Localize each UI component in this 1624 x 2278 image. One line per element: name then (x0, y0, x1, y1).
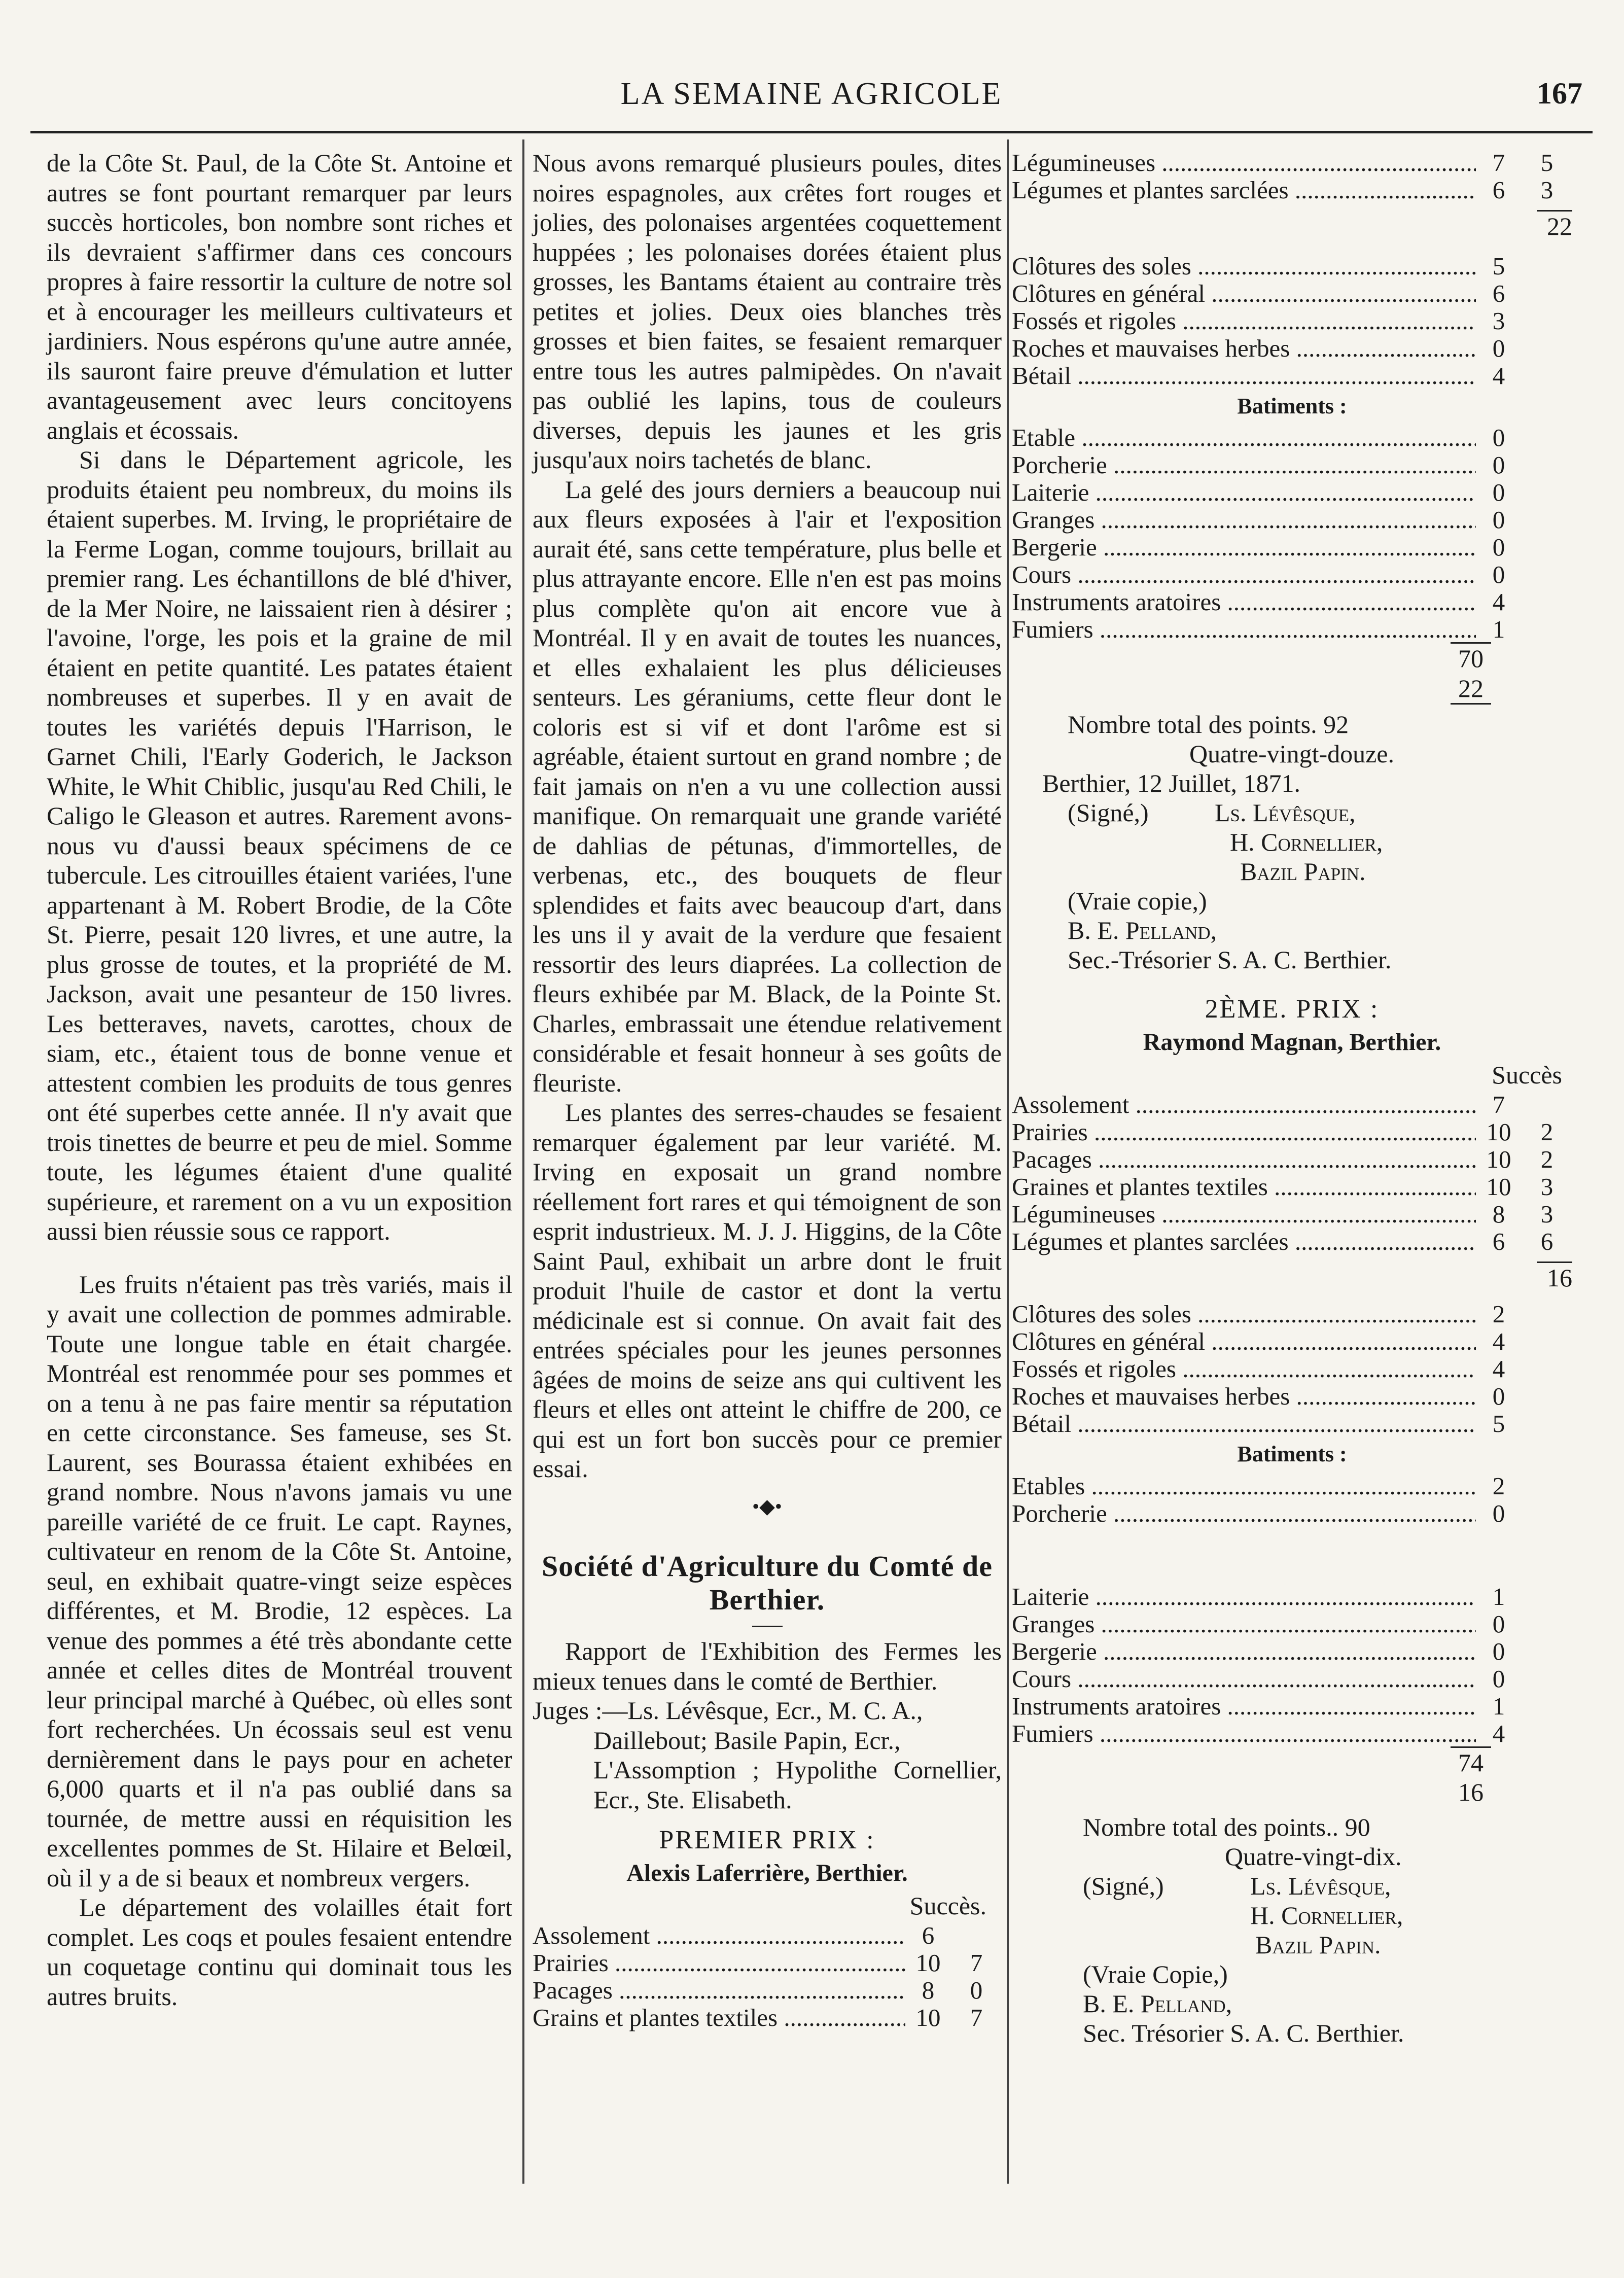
score-label: Etable ..... (1012, 423, 1476, 453)
score-row (533, 1976, 1002, 2003)
score-row (1012, 1409, 1572, 1436)
score-row (1012, 1172, 1572, 1200)
score-label: Etables ..... (1012, 1471, 1476, 1501)
score-row (1012, 478, 1572, 505)
column-1 (47, 148, 512, 2011)
score-value-secondary: 0 (970, 1976, 983, 2004)
score-value: 0 (1492, 560, 1505, 588)
score-table (1012, 252, 1572, 389)
signature-name: H. Cornellier, (1250, 1901, 1403, 1930)
score-label: Fossés et rigoles ..... (1012, 1354, 1476, 1384)
score-row (1012, 1145, 1572, 1172)
score-value: 0 (1492, 478, 1505, 506)
secretary-line: Sec.-Trésorier S. A. C. Berthier. (1068, 945, 1392, 974)
paragraph: Les plantes des serres-chaudes se fesaient remarquer également par leur variété. M. Irving en exposait un grand nombre réellement fort rares et qui témoignent de son esprit industrieux. M. J. J. Higgins, de la Côte Saint Paul, exhibait un arbre dont le fruit produit l'huile de castor et dont la vertu médicinale est si connue. On avait fait des entrées spéciales pour les jeunes personnes âgées de moins de seize ans qui cultivent les fleurs et elles ont atteint le chiffre de 200, ce qui est un fort bon succès pour ce premier essai. (533, 1098, 1002, 1483)
score-label: Porcherie ..... (1012, 1499, 1476, 1529)
signed-label: (Signé,) (1083, 1871, 1164, 1900)
total-value: 70 (1458, 644, 1484, 673)
score-label: Clôtures en général ..... (1012, 1327, 1476, 1357)
score-label: Bergerie ..... (1012, 533, 1476, 563)
score-value: 1 (1492, 1692, 1505, 1720)
signature-name: B. E. Pelland, (1083, 1989, 1232, 2018)
score-label: Clôtures des soles ..... (1012, 1300, 1476, 1329)
score-value: 0 (1492, 533, 1505, 561)
score-label: Instruments aratoires ..... (1012, 1692, 1476, 1722)
header-rule (30, 131, 1593, 133)
score-label: Roches et mauvaises herbes ..... (1012, 334, 1476, 364)
score-row (1012, 176, 1572, 203)
score-row (1012, 533, 1572, 560)
score-value: 0 (1492, 1499, 1505, 1527)
score-row (1012, 1637, 1572, 1664)
score-row (1012, 252, 1572, 279)
total-value: 22 (1458, 674, 1484, 703)
score-label: Pacages ..... (1012, 1145, 1476, 1175)
score-value: 5 (1492, 1410, 1505, 1438)
paragraph: Nous avons remarqué plusieurs poules, dites noires espagnoles, aux crêtes fort rouges et jolies, des polonaises argentées coquettement huppées ; les polonaises dorées étaient plus grosses, les Bantams étaient au contraire très petites et jolies. Deux oies blanches très grosses et bien faites, se fesaient remarquer entre tous les autres palmipèdes. On n'avait pas oublié les lapins, tous de couleurs diverses, depuis les jaunes et les gris jusqu'aux noirs tachetés de blanc. (533, 149, 1002, 474)
score-row (1012, 505, 1572, 533)
first-prize-heading: PREMIER PRIX : (659, 1826, 875, 1854)
paragraph: La gelé des jours derniers a beaucoup nui aux fleurs exposées à l'air et l'exposition aurait été, sans cette température, plus belle et plus attrayante encore. Elle n'en est pas moins plus complète qu'on ait encore vue à Montréal. Il y en avait de toutes les nuances, et elles exhalaient les plus délicieuses senteurs. Les géraniums, cette fleur dont le coloris est si vif et dont l'arôme est si agréable, étaient surtout en grand nombre ; de fait jamais on n'en a vu une collection aussi manifique. On remarquait une grande variété de dahlias de pétunas, d'immortelles, de verbenas, etc., des bouquets de fleur splendides et faits avec beaucoup d'art, dans les uns il y avait de la verdure que fesaient ressortir des leurs diaprées. La collection de fleurs exhibée par M. Black, de la Pointe St. Charles, embrassait une étendue relativement considérable et fesait honneur à ses goûts de fleuriste. (533, 475, 1002, 1097)
totals (1435, 1746, 1506, 1807)
score-row (1012, 450, 1572, 478)
score-row (1012, 1327, 1572, 1354)
score-value: 4 (1492, 588, 1505, 616)
score-value: 0 (1492, 1382, 1505, 1410)
score-value: 0 (1492, 1664, 1505, 1693)
score-row (1012, 1664, 1572, 1692)
score-label: Légumes et plantes sarclées ..... (1012, 1227, 1476, 1257)
score-label: Roches et mauvaises herbes ..... (1012, 1382, 1476, 1412)
score-value: 8 (922, 1976, 935, 2004)
score-row (1012, 334, 1572, 361)
score-table (1012, 1300, 1572, 1436)
journal-title: LA SEMAINE AGRICOLE (620, 77, 1003, 111)
score-table (1012, 423, 1572, 642)
copy-label: (Vraie copie,) (1068, 887, 1207, 915)
score-table (1012, 1090, 1572, 1254)
score-value: 10 (1486, 1145, 1511, 1173)
copy-label: (Vraie Copie,) (1083, 1959, 1228, 1988)
score-label: Légumes et plantes sarclées ..... (1012, 176, 1476, 205)
score-value: 4 (1492, 361, 1505, 390)
ornament-separator: •◆• (752, 1494, 782, 1518)
score-label: Graines et plantes textiles ..... (1012, 1172, 1476, 1202)
paragraph: Le département des volailles était fort complet. Les coqs et poules fesaient entendre un coquetage continu qui dominait tous les autres bruits. (47, 1893, 512, 2011)
score-row (1012, 560, 1572, 587)
score-row (1012, 1200, 1572, 1227)
score-value: 2 (1492, 1300, 1505, 1328)
signature-name: Bazil Papin. (1240, 857, 1366, 886)
score-row (1012, 1609, 1572, 1637)
score-value-secondary: 3 (1540, 1200, 1554, 1228)
score-value-secondary: 5 (1540, 149, 1554, 177)
score-value: 7 (1492, 1090, 1505, 1118)
paragraph: Si dans le Département agricole, les produits étaient peu nombreux, du moins ils étaient superbes. M. Irving, le propriétaire de la Ferme Logan, comme toujours, brillait au premier rang. Les échantillons de blé d'hiver, de la Mer Noire, ne laissaient rien à désirer ; l'avoine, l'orge, les pois et la graine de mil étaient en petite quantité. Les patates étaient nombreuses et superbes. Il y en avait de toutes les variétés depuis l'Harrison, le Garnet Chili, l'Early Goderich, le Jackson White, le Whit Chiblic, jusqu'au Red Chili, le Caligo le Gleason et autres. Rarement avons-nous vu d'aussi beaux spécimens de ce tubercule. Les citrouilles étaient variées, l'une appartenant à M. Robert Brodie, de la Côte St. Pierre, pesait 120 livres, et une autre, la plus grosse de toutes, et la propriété de M. Jackson, avait une pesanteur de 150 livres. Les betteraves, navets, carottes, choux de siam, etc., étaient tous de bonne venue et attestent combien les produits de tous genres ont été superbes cette année. Il n'y avait que trois tinettes de beurre et peu de miel. Somme toute, les légumes étaient d'une qualité supérieure, et rarement on a vu un exposition aussi bien réussie sous ce rapport. (47, 445, 512, 1245)
paragraph: de la Côte St. Paul, de la Côte St. Antoine et autres se font pourtant remarquer par leurs succès horticoles, bon nombre sont riches et ils devraient s'affirmer dans ces concours propres à faire ressortir la culture de notre sol et à encourager les meilleurs cultivateurs et jardiniers. Nous espérons qu'une autre année, ils sauront faire preuve d'émulation et lutter avantageusement avec leurs concitoyens anglais et écossais. (47, 149, 512, 444)
score-row (1012, 1382, 1572, 1409)
total-points-label: Nombre total des points.. (1083, 1812, 1339, 1841)
score-row (1012, 1471, 1572, 1499)
score-label: Granges ..... (1012, 1609, 1476, 1639)
score-row (1012, 1300, 1572, 1327)
score-value: 5 (1492, 252, 1505, 280)
score-label: Bétail ..... (1012, 361, 1476, 391)
score-row (533, 2003, 1002, 2030)
score-row (533, 1948, 1002, 1976)
score-value: 4 (1492, 1327, 1505, 1355)
succes-label: Succès. (909, 1891, 986, 1920)
score-value: 0 (1492, 1637, 1505, 1665)
score-label: Porcherie ..... (1012, 450, 1476, 480)
batiments-heading: Batiments : (1237, 393, 1347, 418)
score-label: Bergerie ..... (1012, 1637, 1476, 1667)
signed-label: (Signé,) (1068, 798, 1149, 827)
score-label: Bétail ..... (1012, 1409, 1476, 1439)
score-row (1012, 615, 1572, 642)
score-value: 0 (1492, 451, 1505, 479)
score-value: 0 (1492, 334, 1505, 362)
secretary-line: Sec. Trésorier S. A. C. Berthier. (1083, 2018, 1404, 2047)
score-row (1012, 1354, 1572, 1382)
score-label: Cours ..... (1012, 560, 1476, 590)
total-words: Quatre-vingt-douze. (1189, 740, 1395, 768)
total-value: 16 (1458, 1778, 1484, 1806)
score-table (533, 1921, 1002, 2030)
score-value: 4 (1492, 1719, 1505, 1747)
paragraph: Les fruits n'étaient pas très variés, mais il y avait une collection de pommes admirable. Toute une longue table en était chargée. Montréal est renommée pour ses pommes et on a tenu à ne pas faire mentir sa réputation en cette circonstance. Ses fameuse, ses St. Laurent, ses Bourassa étaient exhibées en grand nombre. Nous n'avons jamais vu une pareille variété de ce fruit. Le capt. Raynes, cultivateur en renom de la Côte St. Antoine, seul, en exhibait quatre-vingt seize espèces différentes, et M. Brodie, 12 espèces. La venue des pommes a été très abondante cette année et celles dites de Montréal trouvent leur principal marché à Québec, où elles sont fort recherchées. Un écossais seul est venu dernièrement dans le pays pour en acheter 6,000 quarts et il n'a pas oublié dans sa tournée, de mettre aussi en réquisition les excellentes pommes de St. Hilaire et Belœil, où il y a de si beaux et nombreux vergers. (47, 1270, 512, 1892)
score-value: 2 (1492, 1471, 1505, 1500)
report-title: Rapport de l'Exhibition des Fermes les mieux tenues dans le comté de Berthier. (533, 1637, 1002, 1695)
score-label: Clôtures des soles ..... (1012, 252, 1476, 282)
score-value-secondary: 6 (1540, 1227, 1554, 1255)
column-2 (533, 148, 1002, 2030)
column-3 (1012, 148, 1572, 2048)
score-label: Légumineuses ..... (1012, 1200, 1476, 1230)
score-label: Granges ..... (1012, 505, 1476, 535)
score-row (1012, 1090, 1572, 1117)
score-row (533, 1921, 1002, 1948)
score-value: 10 (1486, 1172, 1511, 1201)
score-row (1012, 361, 1572, 389)
score-value: 6 (922, 1921, 935, 1949)
society-title: Société d'Agriculture du Comté de Berthier. (542, 1550, 993, 1616)
score-table (1012, 148, 1572, 203)
first-prize-winner: Alexis Laferrière, Berthier. (626, 1859, 908, 1886)
signature-name: H. Cornellier, (1230, 828, 1383, 856)
score-value-secondary: 3 (1540, 1172, 1554, 1201)
score-value: 8 (1492, 1200, 1505, 1228)
score-table (1012, 1582, 1572, 1746)
score-value-secondary: 2 (1540, 1145, 1554, 1173)
total-points-value: 90 (1345, 1812, 1370, 1841)
succes-label: Succès (1492, 1061, 1562, 1089)
score-label: Fossés et rigoles ..... (1012, 306, 1476, 336)
page-number: 167 (1537, 77, 1582, 110)
score-value: 1 (1492, 1582, 1505, 1610)
score-label: Assolement ..... (1012, 1090, 1476, 1120)
subtotal: 22 (1547, 212, 1572, 240)
score-row (1012, 1227, 1572, 1254)
column-rule (1007, 139, 1009, 2184)
date-line: Berthier, 12 Juillet, 1871. (1042, 769, 1301, 797)
score-row (1012, 1582, 1572, 1609)
score-value: 0 (1492, 424, 1505, 451)
score-value: 4 (1492, 1355, 1505, 1383)
score-row (1012, 1117, 1572, 1145)
signature-name: Ls. Lévêsque, (1215, 798, 1356, 827)
totals (1435, 642, 1506, 705)
score-label: Fumiers ..... (1012, 1719, 1476, 1749)
score-value-secondary: 7 (970, 1948, 983, 1977)
score-label: Laiterie ..... (1012, 478, 1476, 508)
score-value: 10 (1486, 1117, 1511, 1146)
score-label: Grains et plantes textiles ..... (533, 2003, 905, 2033)
score-value: 10 (915, 1948, 941, 1977)
score-row (1012, 1719, 1572, 1746)
signature-name: Ls. Lévêsque, (1250, 1871, 1391, 1900)
score-label: Légumineuses ..... (1012, 148, 1476, 178)
signature-name: B. E. Pelland, (1068, 916, 1217, 944)
score-row (1012, 279, 1572, 306)
score-row (1012, 423, 1572, 450)
total-value: 74 (1458, 1748, 1484, 1777)
total-points-value: 92 (1323, 710, 1349, 739)
score-value: 6 (1492, 176, 1505, 204)
score-label: Fumiers ..... (1012, 615, 1476, 645)
score-value: 6 (1492, 279, 1505, 307)
score-label: Prairies ..... (1012, 1117, 1476, 1147)
score-label: Pacages ..... (533, 1976, 905, 2006)
score-value: 3 (1492, 306, 1505, 335)
batiments-heading: Batiments : (1237, 1442, 1347, 1466)
score-row (1012, 587, 1572, 615)
judges-line: Juges :—Ls. Lévêsque, Ecr., M. C. A., (533, 1696, 923, 1725)
score-value-secondary: 3 (1540, 176, 1554, 204)
page-header (30, 76, 1593, 127)
score-table (1012, 1471, 1572, 1526)
score-value: 0 (1492, 506, 1505, 534)
score-label: Instruments aratoires ..... (1012, 587, 1476, 617)
score-label: Clôtures en général ..... (1012, 279, 1476, 309)
score-value: 7 (1492, 149, 1505, 177)
total-words: Quatre-vingt-dix. (1225, 1842, 1402, 1871)
score-label: Cours ..... (1012, 1664, 1476, 1694)
score-row (1012, 148, 1572, 176)
signature-name: Bazil Papin. (1255, 1930, 1381, 1959)
score-label: Prairies ..... (533, 1948, 905, 1978)
column-rule (522, 139, 524, 2184)
score-value: 6 (1492, 1227, 1505, 1255)
judges-line: Daillebout; Basile Papin, Ecr., (593, 1726, 901, 1755)
second-prize-winner: Raymond Magnan, Berthier. (1143, 1028, 1441, 1056)
judges-line: L'Assomption ; Hypolithe Cornellier, Ecr., Ste. Elisabeth. (593, 1756, 1002, 1814)
score-row (1012, 306, 1572, 334)
score-label: Assolement ..... (533, 1921, 905, 1951)
score-value: 0 (1492, 1609, 1505, 1638)
score-label: Laiterie ..... (1012, 1582, 1476, 1612)
subtotal: 16 (1547, 1263, 1572, 1292)
score-row (1012, 1692, 1572, 1719)
total-points-label: Nombre total des points. (1068, 710, 1317, 739)
second-prize-heading: 2ÈME. PRIX : (1205, 995, 1380, 1024)
score-value-secondary: 2 (1540, 1117, 1554, 1146)
score-value-secondary: 7 (970, 2003, 983, 2031)
score-row (1012, 1499, 1572, 1526)
short-rule (752, 1626, 783, 1627)
score-value: 1 (1492, 615, 1505, 643)
score-value: 10 (915, 2003, 941, 2031)
